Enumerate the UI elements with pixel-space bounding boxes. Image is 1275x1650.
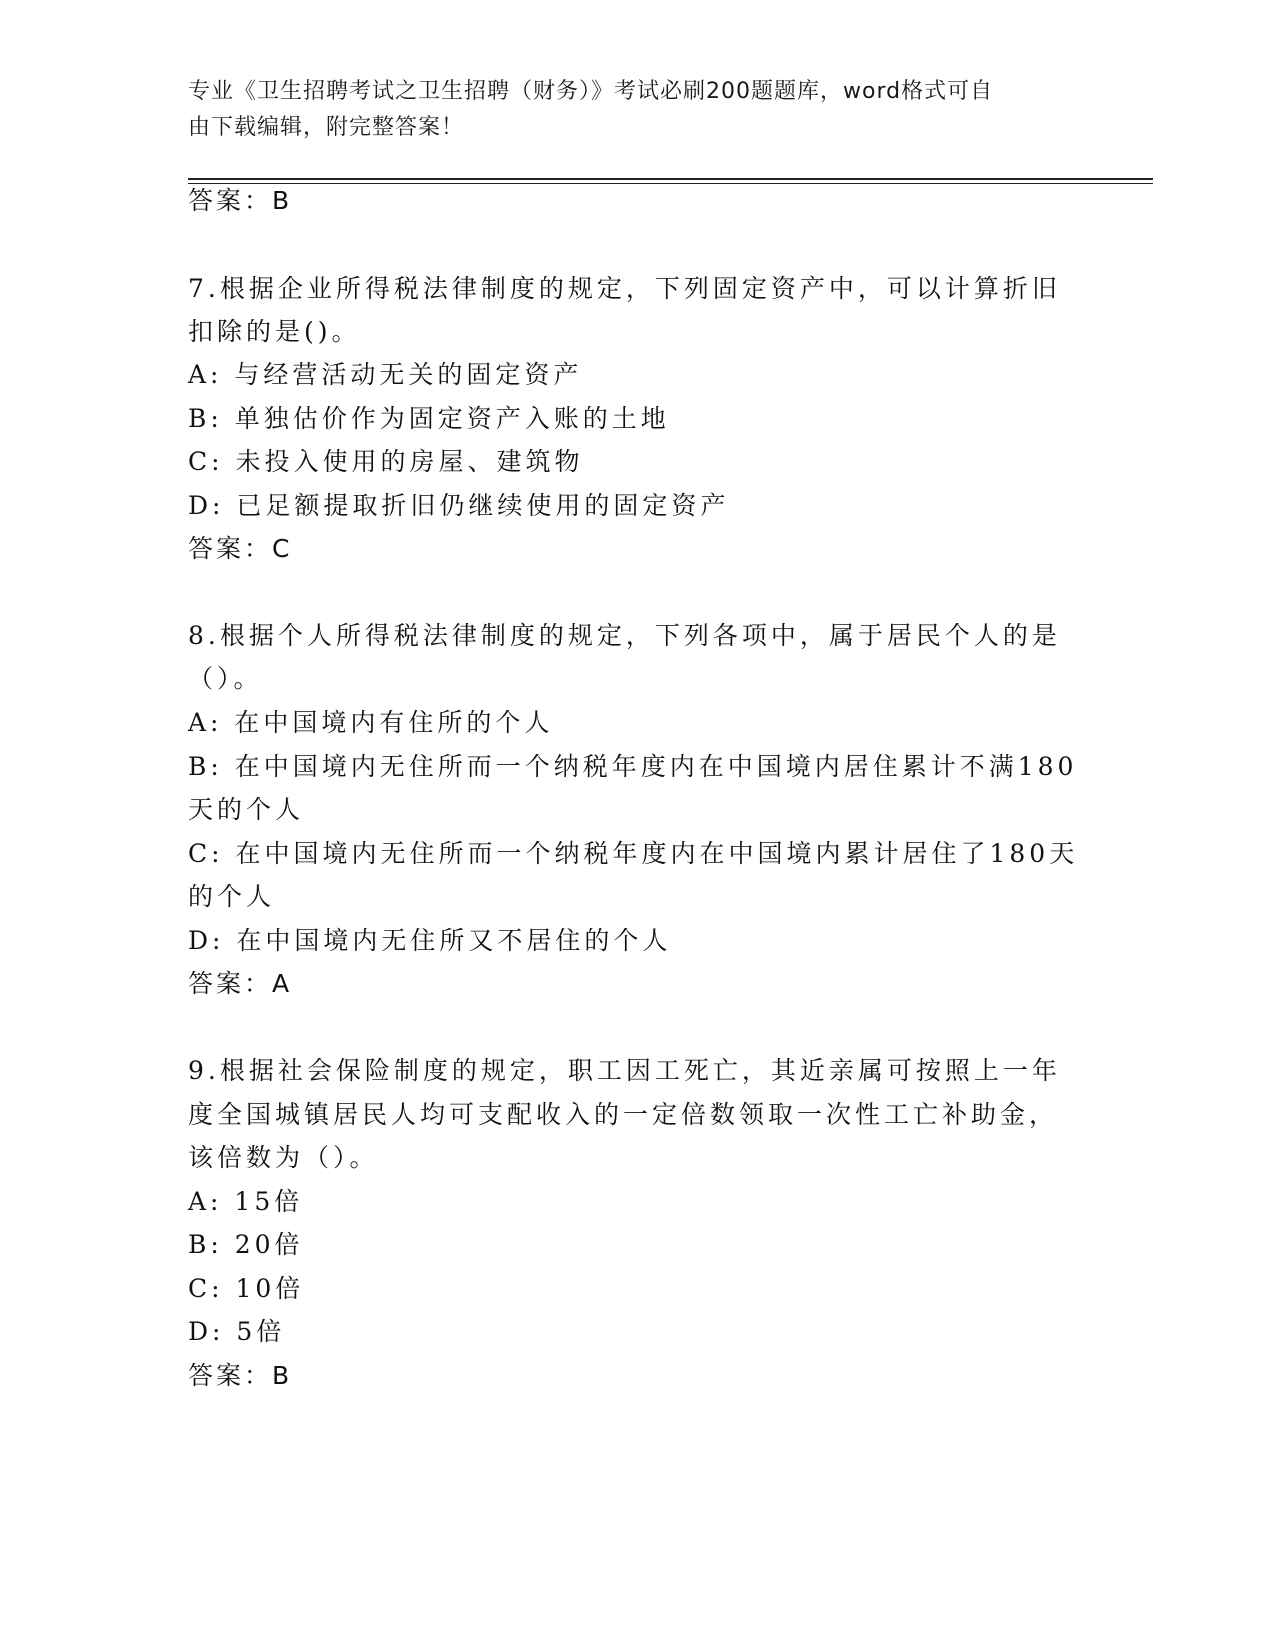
q8-option-b-line-2: 天的个人 <box>188 795 305 824</box>
q8-stem-line-1: 8.根据个人所得税法律制度的规定，下列各项中，属于居民个人的是 <box>188 621 1061 650</box>
q8-option-b-line-1: B: 在中国境内无住所而一个纳税年度内在中国境内居住累计不满180 <box>188 752 1078 781</box>
q9-option-a: A: 15倍 <box>188 1187 304 1216</box>
q8-option-a: A: 在中国境内有住所的个人 <box>188 708 554 737</box>
header-rule-thin <box>188 183 1153 184</box>
q8-answer: 答案：A <box>188 969 293 998</box>
q7-stem-line-1: 7.根据企业所得税法律制度的规定，下列固定资产中，可以计算折旧 <box>188 274 1061 303</box>
q7-option-a: A: 与经营活动无关的固定资产 <box>188 360 583 389</box>
q9-answer: 答案：B <box>188 1361 293 1390</box>
document-header <box>188 74 1068 146</box>
q7-option-b: B: 单独估价作为固定资产入账的土地 <box>188 404 670 433</box>
q9-stem-line-2: 度全国城镇居民人均可支配收入的一定倍数领取一次性工亡补助金， <box>188 1100 1059 1129</box>
header-line-1: 专业《卫生招聘考试之卫生招聘（财务）》考试必刷200题题库，word格式可自 <box>188 79 994 104</box>
q7-option-c: C: 未投入使用的房屋、建筑物 <box>188 447 584 476</box>
q9-option-c: C: 10倍 <box>188 1274 305 1303</box>
q8-stem-line-2: （）。 <box>188 664 263 693</box>
q8-option-c-line-1: C: 在中国境内无住所而一个纳税年度内在中国境内累计居住了180天 <box>188 839 1079 868</box>
q8-option-d: D: 在中国境内无住所又不居住的个人 <box>188 926 672 955</box>
q7-stem-line-2: 扣除的是()。 <box>188 317 361 346</box>
q7-answer: 答案：C <box>188 534 293 563</box>
q9-stem-line-1: 9.根据社会保险制度的规定，职工因工死亡，其近亲属可按照上一年 <box>188 1056 1061 1085</box>
header-rule-thick <box>188 178 1153 180</box>
previous-answer: 答案：B <box>188 186 293 215</box>
q9-option-d: D: 5倍 <box>188 1317 286 1346</box>
header-line-2: 由下载编辑，附完整答案！ <box>188 115 465 140</box>
q7-option-d: D: 已足额提取折旧仍继续使用的固定资产 <box>188 491 730 520</box>
q9-stem-line-3: 该倍数为（）。 <box>188 1143 379 1172</box>
q9-option-b: B: 20倍 <box>188 1230 304 1259</box>
q8-option-c-line-2: 的个人 <box>188 882 276 911</box>
